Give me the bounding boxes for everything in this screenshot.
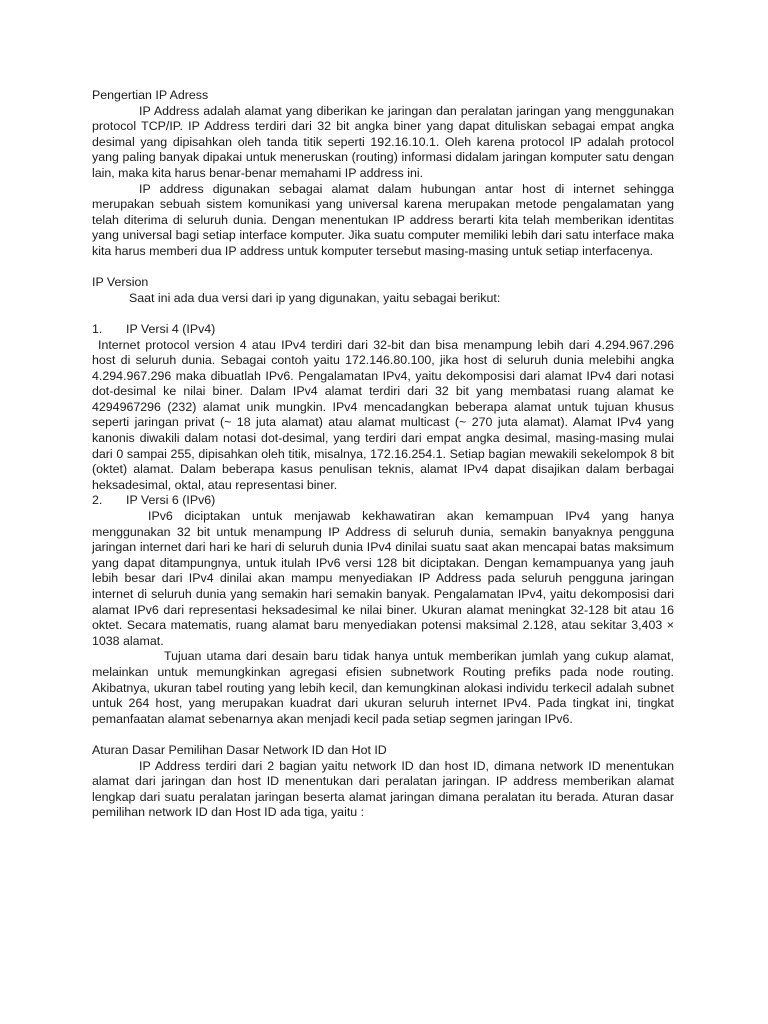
- paragraph-network-host-id: IP Address terdiri dari 2 bagian yaitu network ID dan host ID, dimana network ID menentukan alamat dari jaringan dan host ID menentukan dari peralatan jaringan. IP address memberikan alamat lengkap dari suatu peralatan jaringan beserta alamat jaringan dimana peralatan itu berada. Aturan dasar pemilihan network ID dan Host ID ada tiga, yaitu :: [92, 758, 674, 820]
- document-body: [92, 88, 674, 821]
- list-item-ipv4: [92, 322, 674, 338]
- heading-aturan-dasar: Aturan Dasar Pemilihan Dasar Network ID dan Hot ID: [92, 742, 387, 757]
- blank-line: [92, 260, 674, 276]
- list-item-ipv6: [92, 493, 674, 509]
- heading-pengertian-ip: Pengertian IP Adress: [92, 88, 209, 102]
- list-number: 1.: [92, 321, 103, 336]
- blank-line: [92, 306, 674, 322]
- blank-line: [92, 727, 674, 743]
- list-item-title: IP Versi 4 (IPv4): [126, 321, 216, 336]
- heading-ip-version: IP Version: [92, 275, 149, 290]
- paragraph-ipv6-description: IPv6 diciptakan untuk menjawab kekhawatiran akan kemampuan IPv4 yang hanya menggunakan 32 bit untuk menampung IP Address di seluruh dunia, semakin banyaknya pengguna jaringan internet dari hari ke hari di seluruh dunia IPv4 dinilai suatu saat akan mencapai batas maksimum yang dapat ditampungnya, untuk itulah IPv6 versi 128 bit diciptakan. Dengan kemampuanya yang jauh lebih besar dari IPv4 dinilai akan mampu menyediakan IP Address pada seluruh pengguna jaringan internet di seluruh dunia yang semakin hari semakin banyak. Pengalamatan IPv4, yaitu dekomposisi dari alamat IPv6 dari representasi heksadesimal ke nilai biner. Ukuran alamat meningkat 32-128 bit atau 16 oktet. Secara matematis, ruang alamat baru menyediakan potensi maksimal 2.128, atau sekitar 3,403 × 1038 alamat.: [92, 509, 674, 648]
- list-item-title: IP Versi 6 (IPv6): [126, 493, 216, 508]
- list-number: 2.: [92, 493, 103, 508]
- paragraph-ipv4-description: Internet protocol version 4 atau IPv4 terdiri dari 32-bit dan bisa menampung lebih dari 4.294.967.296 host di seluruh dunia. Sebagai contoh yaitu 172.146.80.100, jika host di seluruh dunia melebihi angka 4.294.967.296 maka dibuatlah IPv6. Pengalamatan IPv4, yaitu dekomposisi dari alamat IPv4 dari notasi dot-desimal ke nilai biner. Dalam IPv4 alamat terdiri dari 32 bit yang membatasi ruang alamat ke 4294967296 (232) alamat unik mungkin. IPv4 mencadangkan beberapa alamat untuk tujuan khusus seperti jaringan privat (~ 18 juta alamat) atau alamat multicast (~ 270 juta alamat). Alamat IPv4 yang kanonis diwakili dalam notasi dot-desimal, yang terdiri dari empat angka desimal, masing-masing mulai dari 0 sampai 255, dipisahkan oleh titik, misalnya, 172.16.254.1. Setiap bagian mewakili sekelompok 8 bit (oktet) alamat. Dalam beberapa kasus penulisan teknis, alamat IPv4 dapat disajikan dalam berbagai heksadesimal, oktal, atau representasi biner.: [92, 337, 674, 492]
- paragraph-ipv6-design-goal: Tujuan utama dari desain baru tidak hanya untuk memberikan jumlah yang cukup alamat, melainkan untuk memungkinkan agregasi efisien subnetwork Routing prefiks pada node routing. Akibatnya, ukuran tabel routing yang lebih kecil, dan kemungkinan alokasi individu terkecil adalah subnet untuk 264 host, yang merupakan kuadrat dari ukuran seluruh internet IPv4. Pada tingkat ini, tingkat pemanfaatan alamat sebenarnya akan menjadi kecil pada setiap segmen jaringan IPv6.: [92, 649, 674, 726]
- paragraph-ip-version-intro: Saat ini ada dua versi dari ip yang digunakan, yaitu sebagai berikut:: [129, 290, 501, 305]
- paragraph-ip-address-definition: IP Address adalah alamat yang diberikan ke jaringan dan peralatan jaringan yang menggunakan protocol TCP/IP. IP Address terdiri dari 32 bit angka biner yang dapat dituliskan sebagai empat angka desimal yang dipisahkan oleh tanda titik seperti 192.16.10.1. Oleh karena protocol IP adalah protocol yang paling banyak dipakai untuk meneruskan (routing) informasi didalam jaringan komputer satu dengan lain, maka kita harus benar-benar memahami IP address ini.: [92, 103, 674, 180]
- paragraph-ip-address-usage: IP address digunakan sebagai alamat dalam hubungan antar host di internet sehingga merupakan sebuah sistem komunikasi yang universal karena merupakan metode pengalamatan yang telah diterima di seluruh dunia. Dengan menentukan IP address berarti kita telah memberikan identitas yang universal bagi setiap interface komputer. Jika suatu computer memiliki lebih dari satu interface maka kita harus memberi dua IP address untuk komputer tersebut masing-masing untuk setiap interfacenya.: [92, 181, 674, 258]
